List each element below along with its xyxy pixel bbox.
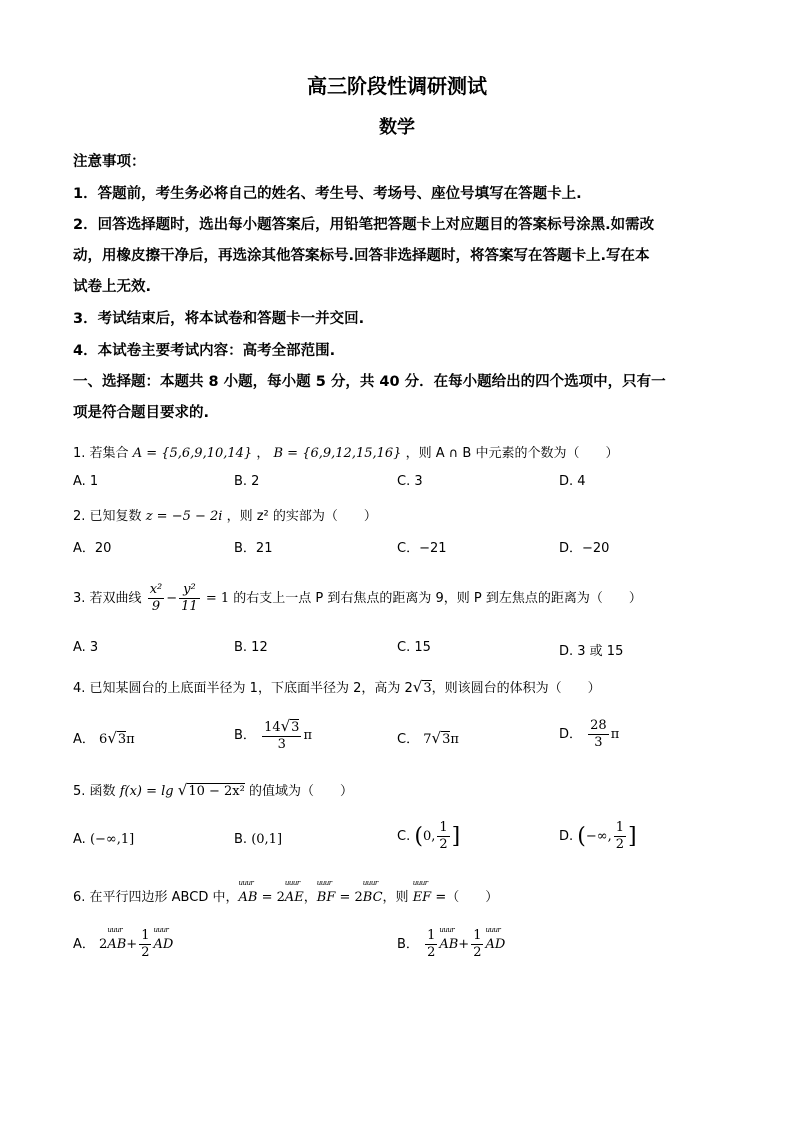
q4-rad: 3: [423, 681, 432, 696]
q6-suffix-pre: ，则: [382, 890, 413, 905]
q6-option-a-num: 1: [141, 928, 150, 943]
q4-option-b-num-rad: 3: [291, 720, 300, 735]
q6-option-b-vector-ad: uuur AD: [485, 937, 505, 952]
q1-sep: ，: [256, 446, 270, 461]
q5-option-b-value: (0,1]: [251, 832, 283, 847]
q3-fraction-x: [148, 582, 165, 615]
q4-option-a-label: A．: [73, 732, 95, 747]
q3-option-d: D. 3 或 15: [559, 644, 624, 659]
q6-vector-ab: uuur AB: [238, 890, 257, 905]
q6-sep: ，: [303, 890, 317, 905]
q6-vector-ae: uuur AE: [285, 890, 304, 905]
q4-option-b: [234, 718, 312, 753]
q1-set-a: A = {5,6,9,10,14}: [132, 446, 253, 461]
q2-option-c: C．−21: [397, 541, 447, 556]
q6-vector-ef: uuur EF: [413, 890, 432, 905]
q2-option-b: B．21: [234, 541, 273, 556]
q3-eq: = 1: [205, 591, 230, 606]
q5-option-a-value: (−∞,1]: [89, 832, 135, 847]
q4-option-d-pi: π: [610, 727, 620, 742]
q4-option-d-den: 3: [594, 735, 603, 750]
q5-option-c-den: 2: [439, 837, 448, 852]
q1-suffix: ，则 A ∩ B 中元素的个数为（ ）: [405, 446, 619, 461]
q5-option-b-label: B.: [234, 832, 248, 847]
q3-option-c: C. 15: [397, 640, 431, 655]
q4-option-a-pi: π: [126, 732, 135, 747]
q6-option-a-vector-ad: uuur AD: [153, 937, 173, 952]
q4-option-c-pi: π: [450, 732, 459, 747]
q1-set-b: B = {6,9,12,15,16}: [273, 446, 402, 461]
q5-option-d-den: 2: [615, 837, 625, 852]
q4-option-c-rad: 3: [442, 732, 451, 747]
notice-item-2-line-3: 试卷上无效.: [73, 279, 152, 295]
q5-prefix: 5. 函数: [73, 784, 116, 799]
notice-item-2-line-1: 2．回答选择题时，选出每小题答案后，用铅笔把答题卡上对应题目的答案标号涂黑.如需改: [73, 217, 655, 233]
q5-expr-rad: 10 − 2x²: [188, 784, 245, 799]
q4-option-c-label: C．: [397, 732, 420, 747]
q4-text-b: ，则该圆台的体积为（ ）: [431, 681, 601, 696]
notice-item-1: 1．答题前，考生务必将自己的姓名、考生号、考场号、座位号填写在答题卡上.: [73, 186, 582, 202]
q2-option-d: D．−20: [559, 541, 610, 556]
q3-prefix: 3. 若双曲线: [73, 591, 142, 606]
q6-option-a-den: 2: [141, 945, 150, 960]
question-3: 3. 若双曲线 $\frac{\text{x²}}{9}$ − $\frac{\text{y²}}{11}$ = 1 的右支上一点 P 到右焦点的距离为 9，则 P 到左焦点的距离为（ ）: [73, 582, 642, 614]
q3-frac2-num: y²: [179, 582, 200, 599]
q6-option-a-vector-ab: uuur AB: [107, 937, 126, 952]
q2-suffix: ，则 z² 的实部为（ ）: [226, 509, 377, 524]
q6-eq1: = 2: [257, 890, 285, 905]
q3-option-a: A. 3: [73, 640, 99, 655]
q4-option-b-den: 3: [277, 737, 286, 752]
exam-title: 高三阶段性调研测试: [307, 74, 487, 98]
q6-option-b-vector-ab: uuur AB: [439, 937, 458, 952]
q2-option-a: A．20: [73, 541, 112, 556]
q4-option-a: A． 6√3π: [73, 729, 135, 747]
q6-option-b-num1: 1: [427, 928, 436, 943]
q6-option-a: [73, 928, 173, 961]
q6-option-a-plus: +: [126, 937, 138, 952]
q4-option-d: [559, 718, 619, 751]
subject-title: 数学: [379, 117, 415, 138]
q6-option-a-coef: 2: [99, 937, 108, 952]
q6-option-b-plus: +: [458, 937, 470, 952]
q3-suffix: 的右支上一点 P 到右焦点的距离为 9，则 P 到左焦点的距离为（ ）: [233, 591, 642, 606]
q5-option-d: D. (−∞, $\frac{1}{2}$ ]: [559, 820, 637, 852]
q6-option-a-label: A．: [73, 937, 95, 952]
question-2: [73, 505, 377, 524]
q6-vector-bc: uuur BC: [363, 890, 383, 905]
q5-option-d-lower: −∞,: [585, 829, 612, 844]
q4-option-a-rad: 3: [117, 732, 127, 747]
section-1-line-1: 一、选择题：本题共 8 小题，每小题 5 分，共 40 分．在每小题给出的四个选项中，只有一: [73, 374, 666, 390]
q2-expr: z = −5 − 2i: [145, 509, 223, 524]
notice-heading: 注意事项：: [73, 154, 146, 170]
q1-option-d: D. 4: [559, 474, 586, 489]
q6-prefix: 6. 在平行四边形 ABCD 中，: [73, 890, 239, 905]
q6-option-b: [397, 928, 505, 961]
question-6: [73, 886, 498, 905]
q1-prefix: 1. 若集合: [73, 446, 129, 461]
question-1: [73, 442, 618, 461]
q4-option-d-fraction: [588, 718, 609, 751]
q2-prefix: 2. 已知复数: [73, 509, 142, 524]
question-4: 4. 已知某圆台的上底面半径为 1，下底面半径为 2，高为 2√3，则该圆台的体积为（ ）: [73, 678, 601, 696]
q5-option-d-label: D.: [559, 829, 574, 844]
q1-option-b: B. 2: [234, 474, 260, 489]
notice-item-2-line-2: 动，用橡皮擦干净后，再选涂其他答案标号.回答非选择题时，将答案写在答题卡上.写在本: [73, 248, 650, 264]
q4-option-b-num-coef: 14: [264, 720, 281, 735]
q4-option-b-label: B．: [234, 728, 256, 743]
q4-option-d-label: D．: [559, 727, 583, 742]
q6-option-b-label: B．: [397, 937, 419, 952]
q4-option-a-coef: 6: [99, 732, 108, 747]
q6-eq2: = 2: [335, 890, 363, 905]
question-5: 5. 函数 f(x) = lg √10 − 2x² 的值域为（ ）: [73, 781, 353, 799]
section-1-line-2: 项是符合题目要求的.: [73, 405, 210, 421]
q5-suffix: 的值域为（ ）: [248, 784, 353, 799]
q5-option-c: C. (0, $\frac{1}{2}$ ]: [397, 820, 461, 852]
q6-suffix: =（ ）: [431, 890, 499, 905]
q3-frac1-den: 9: [151, 599, 161, 614]
q4-text-a: 4. 已知某圆台的上底面半径为 1，下底面半径为 2，高为 2: [73, 681, 413, 696]
q6-option-b-num2: 1: [473, 928, 482, 943]
notice-item-3: 3．考试结束后，将本试卷和答题卡一并交回.: [73, 311, 365, 327]
q1-option-a: A. 1: [73, 474, 99, 489]
q5-option-c-lower: 0,: [422, 829, 436, 844]
q3-frac1-num: x²: [149, 582, 163, 597]
q5-option-b: [234, 832, 282, 847]
q6-option-b-den2: 2: [473, 945, 482, 960]
q5-option-d-num: 1: [615, 820, 625, 835]
q4-option-b-fraction: $\frac{14√3}{3}$: [264, 717, 300, 752]
q5-expr: f(x) = lg: [119, 784, 174, 799]
q5-option-a-label: A.: [73, 832, 86, 847]
q4-option-b-pi: π: [303, 728, 312, 743]
q4-option-d-num: 28: [590, 718, 607, 733]
q4-option-c-coef: 7: [423, 732, 432, 747]
q5-option-c-num: 1: [439, 820, 448, 835]
q5-option-a: [73, 832, 134, 847]
notice-item-4: 4．本试卷主要考试内容：高考全部范围.: [73, 343, 336, 359]
q4-option-c: C． 7√3π: [397, 729, 459, 747]
q3-fraction-y: [179, 582, 200, 615]
q5-option-c-label: C.: [397, 829, 411, 844]
q6-option-b-den1: 2: [427, 945, 436, 960]
q3-option-b: B. 12: [234, 640, 268, 655]
q3-frac2-den: 11: [181, 599, 198, 614]
q1-option-c: C. 3: [397, 474, 423, 489]
q6-vector-bf: uuur BF: [317, 890, 336, 905]
